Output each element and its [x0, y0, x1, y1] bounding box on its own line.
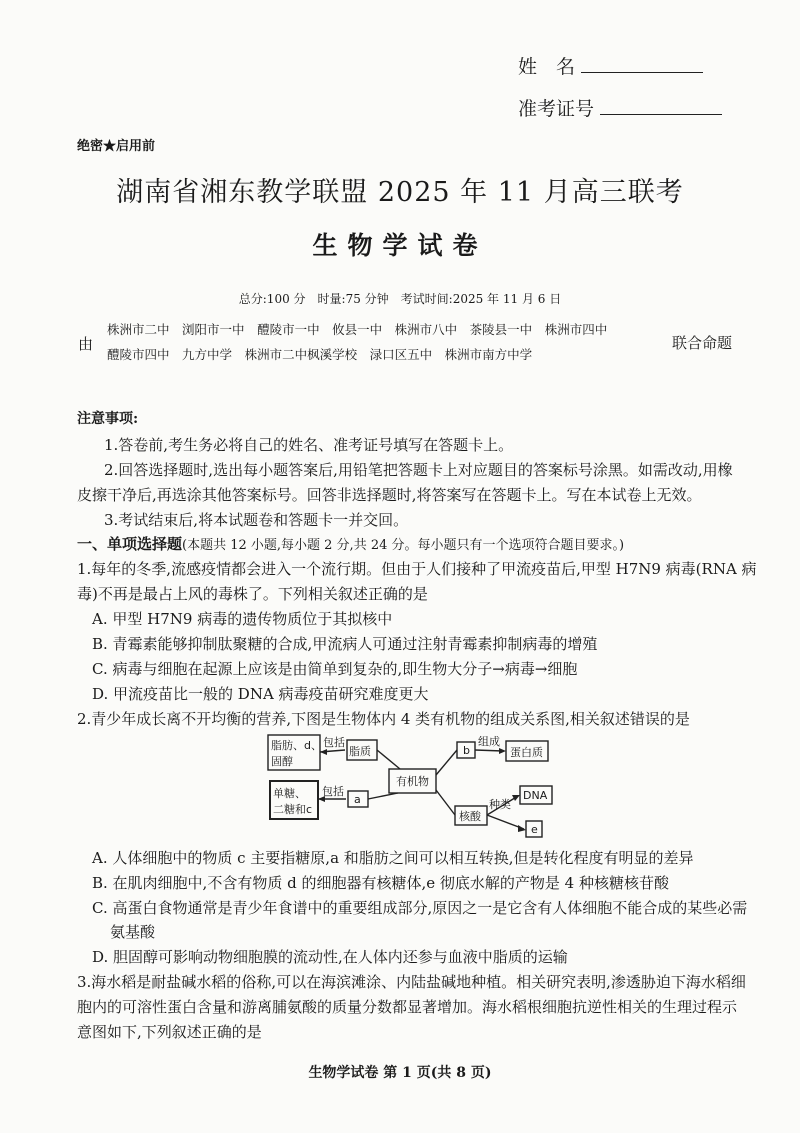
- organic-label: 有机物: [396, 775, 429, 788]
- notice-title: 注意事项:: [77, 411, 139, 427]
- q2-option-a: A. 人体细胞中的物质 c 主要指糖原,a 和脂肪之间可以相互转换,但是转化程度有明显的差异: [92, 849, 694, 867]
- b-label: b: [463, 744, 470, 757]
- protein-label: 蛋白质: [510, 746, 543, 759]
- school: 株洲市四中: [544, 322, 608, 337]
- q1-stem: 1.每年的冬季,流感疫情都会进入一个流行期。但由于人们接种了甲流疫苗后,甲型 H7N9 病毒(RNA 病: [77, 560, 757, 578]
- e-label: e: [531, 823, 538, 836]
- arrow-to-e: [518, 825, 526, 832]
- school: 渌口区五中: [369, 347, 433, 362]
- q2-option-c: C. 高蛋白食物通常是青少年食谱中的重要组成部分,原因之一是它含有人体细胞不能合成的某些必需: [92, 899, 748, 917]
- by-label: 由: [78, 335, 94, 353]
- school: 攸县一中: [332, 322, 383, 337]
- notice-item: 3.考试结束后,将本试题卷和答题卡一并交回。: [104, 511, 409, 529]
- joint-label: 联合命题: [672, 334, 733, 352]
- page-footer: 生物学试卷 第 1 页(共 8 页): [308, 1065, 492, 1081]
- exam-subject: 生物学试卷: [312, 231, 488, 260]
- exam-title: 湖南省湘东教学联盟 2025 年 11 月高三联考: [116, 177, 684, 208]
- school: 茶陵县一中: [469, 322, 533, 337]
- exam-meta: 总分:100 分 时量:75 分钟 考试时间:2025 年 11 月 6 日: [238, 292, 562, 306]
- secret-mark: 绝密★启用前: [77, 139, 156, 154]
- notice-item: 皮擦干净后,再选涂其他答案标号。回答非选择题时,将答案写在答题卡上。写在本试卷上无效。: [77, 486, 702, 504]
- school: 醴陵市四中: [107, 347, 170, 362]
- include-top-label: 包括: [323, 736, 345, 749]
- lipid-label: 脂质: [349, 745, 371, 758]
- q3-stem-cont: 胞内的可溶性蛋白含量和游离脯氨酸的质量分数都显著增加。海水稻根细胞抗逆性相关的生理过程示: [77, 998, 738, 1016]
- school: 浏阳市一中: [182, 322, 245, 337]
- section-heading: 一、单项选择题: [77, 535, 183, 553]
- include-bottom-label: 包括: [322, 785, 344, 798]
- q2-option-d: D. 胆固醇可影响动物细胞膜的流动性,在人体内还参与血液中脂质的运输: [92, 948, 568, 966]
- sugar-group-label-2: 二糖和c: [273, 803, 313, 816]
- school: 醴陵市一中: [257, 322, 320, 337]
- q1-stem-cont: 毒)不再是最占上风的毒株了。下列相关叙述正确的是: [77, 585, 428, 603]
- school: 株洲市八中: [394, 322, 458, 337]
- section-note: (本题共 12 小题,每小题 2 分,共 24 分。每小题只有一个选项符合题目要求。): [182, 538, 625, 553]
- q3-stem-cont: 意图如下,下列叙述正确的是: [77, 1023, 262, 1041]
- school: 九方中学: [182, 347, 233, 362]
- school: 株洲市二中: [107, 322, 170, 337]
- q1-option-c: C. 病毒与细胞在起源上应该是由简单到复杂的,即生物大分子→病毒→细胞: [92, 660, 578, 678]
- lipid-group-label-1: 脂肪、d、: [271, 739, 322, 752]
- lipid-group-label-2: 固醇: [271, 755, 293, 768]
- q1-option-a: A. 甲型 H7N9 病毒的遗传物质位于其拟核中: [92, 610, 393, 628]
- notice-item: 2.回答选择题时,选出每小题答案后,用铅笔把答题卡上对应题目的答案标号涂黑。如需改动,用橡: [104, 461, 733, 479]
- q2-stem: 2.青少年成长离不开均衡的营养,下图是生物体内 4 类有机物的组成关系图,相关叙述错误的是: [77, 710, 690, 728]
- school: 株洲市二中枫溪学校: [244, 347, 358, 362]
- arrow-to-dna: [512, 795, 520, 801]
- arrow-to-protein: [499, 748, 506, 754]
- sugar-group-label-1: 单糖、: [273, 787, 306, 800]
- q1-option-b: B. 青霉素能够抑制肽聚糖的合成,甲流病人可通过注射青霉素抑制病毒的增殖: [92, 635, 598, 653]
- notice-item: 1.答卷前,考生务必将自己的姓名、准考证号填写在答题卡上。: [104, 436, 514, 454]
- name-label: 姓 名: [518, 56, 576, 78]
- compose-label: 组成: [478, 735, 500, 748]
- school: 株洲市南方中学: [444, 347, 533, 362]
- q3-stem: 3.海水稻是耐盐碱水稻的俗称,可以在海滨滩涂、内陆盐碱地种植。相关研究表明,渗透胁迫下海水稻细: [77, 973, 746, 991]
- kinds-label: 种类: [489, 798, 511, 811]
- q2-option-b: B. 在肌肉细胞中,不含有物质 d 的细胞器有核糖体,e 彻底水解的产物是 4 种核糖核苷酸: [92, 874, 669, 892]
- nucleic-label: 核酸: [459, 810, 481, 823]
- a-label: a: [354, 793, 361, 806]
- id-label: 准考证号: [518, 98, 595, 120]
- q2-option-c-cont: 氨基酸: [110, 923, 156, 941]
- q1-option-d: D. 甲流疫苗比一般的 DNA 病毒疫苗研究难度更大: [92, 685, 429, 703]
- dna-label: DNA: [523, 789, 548, 802]
